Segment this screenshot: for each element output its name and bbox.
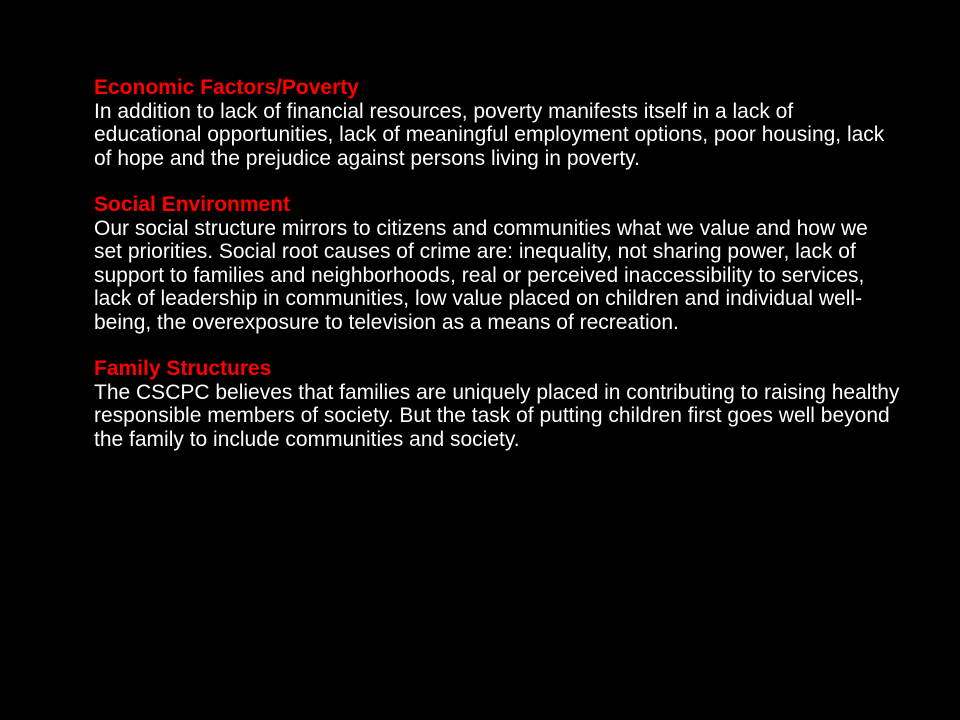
section-heading: Economic Factors/Poverty (94, 76, 359, 99)
section-body: Our social structure mirrors to citizens and communities what we value and how we set priorities. Social root causes of crime are: inequality, not sharing power, lack of support to families and neighborhoods, real or perceived inaccessibility to services, lack of leadership in communities, low value placed on children and individual well-being, the overexposure to television as a means of recreation. (94, 216, 868, 334)
section-body: The CSCPC believes that families are uniquely placed in contributing to raising healthy responsible members of society. But the task of putting children first goes well beyond the family to include communities and society. (94, 380, 900, 451)
section-heading: Social Environment (94, 193, 291, 216)
section-family-structures (94, 357, 900, 451)
section-social-environment (94, 193, 900, 334)
section-heading: Family Structures (94, 357, 272, 380)
section-body: In addition to lack of financial resources, poverty manifests itself in a lack of educational opportunities, lack of meaningful employment options, poor housing, lack of hope and the prejudice against persons living in poverty. (94, 99, 885, 170)
section-economic-factors (94, 76, 900, 170)
